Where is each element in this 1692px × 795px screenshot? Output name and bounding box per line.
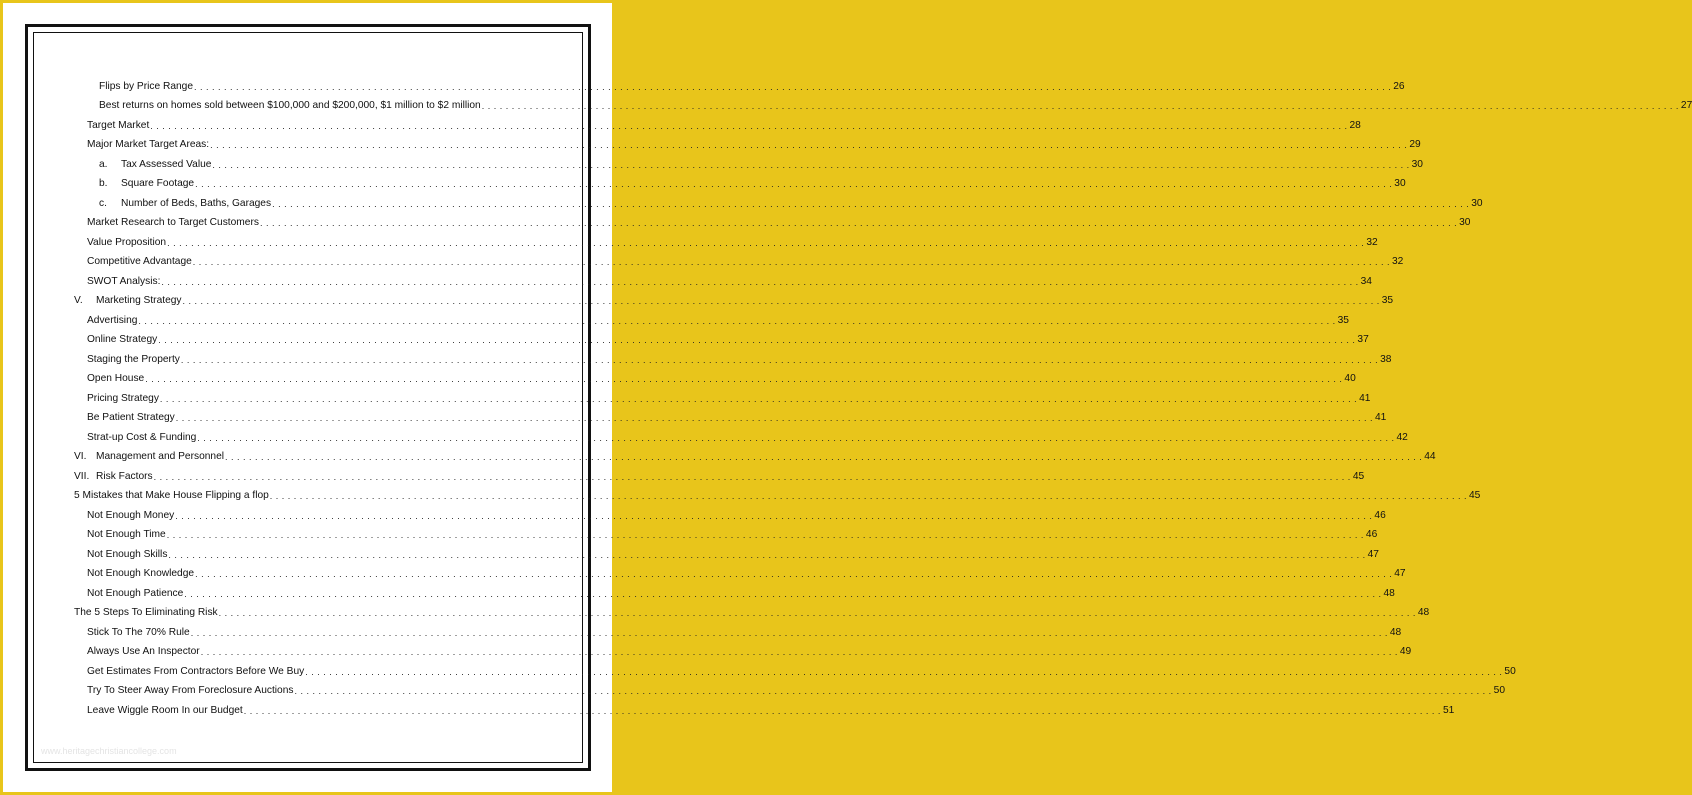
toc-entry-page-number: 47 <box>1394 568 1406 579</box>
dot-leader: . . . . . . . . . . . . . . . . . . . . . . . . . . . . . . . . . . . . . . . . . . . . . . . . . . . . . . . . . . . . . . . . . . . . . . . . . . . . . . . . . . . . . . . . . . . . . . . . . . . . . . . . . . . . . . . . . . . . . . . . . . . . . . . . . . . . . . . . . . . . . . . . . . . . . . . . . . . . . . . . . . . . . . . . . . . . . . . . . . . . . . . . . . . . . . . . . . . . . . . . <box>195 179 1393 189</box>
toc-entry-text: Number of Beds, Baths, Garages <box>121 197 272 209</box>
dot-leader: . . . . . . . . . . . . . . . . . . . . . . . . . . . . . . . . . . . . . . . . . . . . . . . . . . . . . . . . . . . . . . . . . . . . . . . . . . . . . . . . . . . . . . . . . . . . . . . . . . . . . . . . . . . . . . . . . . . . . . . . . . . . . . . . . . . . . . . . . . . . . . . . . . . . . . . . . . . . . . . . . . . . . . . . . . . . . . . . . . . . . . . . . . . . . . . . . . . . . . . . <box>190 627 1388 638</box>
toc-entry-page-number: 40 <box>1344 373 1356 384</box>
dot-leader: . . . . . . . . . . . . . . . . . . . . . . . . . . . . . . . . . . . . . . . . . . . . . . . . . . . . . . . . . . . . . . . . . . . . . . . . . . . . . . . . . . . . . . . . . . . . . . . . . . . . . . . . . . . . . . . . . . . . . . . . . . . . . . . . . . . . . . . . . . . . . . . . . . . . . . . . . . . . . . . . . . . . . . . . . . . . . . . . . . . . . . . . . . . . . . . . . . . . . . . . <box>180 354 1379 365</box>
toc-entry-title <box>87 588 183 600</box>
toc-entry-page-number: 48 <box>1417 607 1430 618</box>
toc-entry[interactable] <box>74 249 1404 269</box>
dot-leader: . . . . . . . . . . . . . . . . . . . . . . . . . . . . . . . . . . . . . . . . . . . . . . . . . . . . . . . . . . . . . . . . . . . . . . . . . . . . . . . . . . . . . . . . . . . . . . . . . . . . . . . . . . . . . . . . . . . . . . . . . . . . . . . . . . . . . . . . . . . . . . . . . . . . . . . . . . . . . . . . . . . . . . . . . . . . . . . . . . . . . . . . . . . . . . . . . . . . . . . . <box>192 257 1390 267</box>
toc-entry-title <box>87 393 159 405</box>
toc-entry-title <box>87 568 194 580</box>
dot-leader: . . . . . . . . . . . . . . . . . . . . . . . . . . . . . . . . . . . . . . . . . . . . . . . . . . . . . . . . . . . . . . . . . . . . . . . . . . . . . . . . . . . . . . . . . . . . . . . . . . . . . . . . . . . . . . . . . . . . . . . . . . . . . . . . . . . . . . . . . . . . . . . . . . . . . . . . . . . . . . . . . . . . . . . . . . . . . . . . . . . . . . . . . . . . . . . . . . . . . . . . <box>158 335 1356 345</box>
toc-entry[interactable] <box>74 483 1481 503</box>
toc-entry-title <box>87 373 144 385</box>
toc-entry-number: b. <box>99 178 108 189</box>
toc-entry-title <box>87 217 259 229</box>
toc-entry-page-number: 30 <box>1459 217 1471 228</box>
toc-entry-title <box>87 685 293 697</box>
dot-leader: . . . . . . . . . . . . . . . . . . . . . . . . . . . . . . . . . . . . . . . . . . . . . . . . . . . . . . . . . . . . . . . . . . . . . . . . . . . . . . . . . . . . . . . . . . . . . . . . . . . . . . . . . . . . . . . . . . . . . . . . . . . . . . . . . . . . . . . . . . . . . . . . . . . . . . . . . . . . . . . . . . . . . . . . . . . . . . . . . . . . . . . . . . . . . . . . . . . . . . . . <box>166 530 1364 540</box>
toc-entry-text: Square Footage <box>121 178 195 189</box>
toc-entry-page-number: 35 <box>1381 295 1394 306</box>
toc-entry-page-number: 50 <box>1493 685 1506 696</box>
toc-entry-page-number: 28 <box>1349 119 1361 131</box>
toc-entry[interactable] <box>74 366 1356 386</box>
toc-entry[interactable] <box>74 697 1455 717</box>
toc-entry-title <box>87 666 304 678</box>
toc-entry-title <box>87 256 192 268</box>
toc-entry-text: Leave Wiggle Room In our Budget <box>87 704 243 716</box>
dot-leader: . . . . . . . . . . . . . . . . . . . . . . . . . . . . . . . . . . . . . . . . . . . . . . . . . . . . . . . . . . . . . . . . . . . . . . . . . . . . . . . . . . . . . . . . . . . . . . . . . . . . . . . . . . . . . . . . . . . . . . . . . . . . . . . . . . . . . . . . . . . . . . . . . . . . . . . . . . . . . . . . . . . . . . . . . . . . . . . . . . . . . . . . . . . . . . . . . . . . . . . . <box>197 432 1395 443</box>
toc-entry-title <box>87 432 196 444</box>
toc-entry-page-number: 30 <box>1471 197 1483 209</box>
toc-entry[interactable] <box>74 463 1365 483</box>
toc-entry-text: Pricing Strategy <box>87 392 159 404</box>
dot-leader: . . . . . . . . . . . . . . . . . . . . . . . . . . . . . . . . . . . . . . . . . . . . . . . . . . . . . . . . . . . . . . . . . . . . . . . . . . . . . . . . . . . . . . . . . . . . . . . . . . . . . . . . . . . . . . . . . . . . . . . . . . . . . . . . . . . . . . . . . . . . . . . . . . . . . . . . . . . . . . . . . . . . . . . . . . . . . . . . . . . . . . . . . . . . . . . . . . . . . . . . <box>161 276 1359 287</box>
toc-entry-text: Not Enough Skills <box>87 548 168 560</box>
toc-entry-text: Tax Assessed Value <box>121 158 212 170</box>
dot-leader: . . . . . . . . . . . . . . . . . . . . . . . . . . . . . . . . . . . . . . . . . . . . . . . . . . . . . . . . . . . . . . . . . . . . . . . . . . . . . . . . . . . . . . . . . . . . . . . . . . . . . . . . . . . . . . . . . . . . . . . . . . . . . . . . . . . . . . . . . . . . . . . . . . . . . . . . . . . . . . . . . . . . . . . . . . . . . . . . . . . . . . . . . . . . . . . . . . . . . . . . <box>138 315 1336 326</box>
toc-entry-text: Not Enough Money <box>87 509 175 521</box>
dot-leader: . . . . . . . . . . . . . . . . . . . . . . . . . . . . . . . . . . . . . . . . . . . . . . . . . . . . . . . . . . . . . . . . . . . . . . . . . . . . . . . . . . . . . . . . . . . . . . . . . . . . . . . . . . . . . . . . . . . . . . . . . . . . . . . . . . . . . . . . . . . . . . . . . . . . . . . . . . . . . . . . . . . . . . . . . . . . . . . . . . . . . . . . . . . . . . . . . . . . . . . . <box>272 198 1470 209</box>
toc-entry-title <box>99 159 211 171</box>
toc-entry[interactable] <box>74 229 1378 249</box>
toc-entry-title <box>74 451 224 463</box>
dot-leader: . . . . . . . . . . . . . . . . . . . . . . . . . . . . . . . . . . . . . . . . . . . . . . . . . . . . . . . . . . . . . . . . . . . . . . . . . . . . . . . . . . . . . . . . . . . . . . . . . . . . . . . . . . . . . . . . . . . . . . . . . . . . . . . . . . . . . . . . . . . . . . . . . . . . . . . . . . . . . . . . . . . . . . . . . . . . . . . . . . . . . . . . . . . . . . . . . . . . . . . . <box>150 120 1348 131</box>
toc-entry-text: Target Market <box>87 119 150 131</box>
toc-entry-title <box>99 178 194 190</box>
toc-entry-number: a. <box>99 158 108 170</box>
toc-entry-page-number: 27 <box>1680 100 1692 111</box>
toc-entry-text: Always Use An Inspector <box>87 646 200 657</box>
toc-entry-text: Competitive Advantage <box>87 256 192 267</box>
toc-entry-title <box>74 490 269 502</box>
toc-entry-page-number: 51 <box>1442 704 1455 716</box>
dot-leader: . . . . . . . . . . . . . . . . . . . . . . . . . . . . . . . . . . . . . . . . . . . . . . . . . . . . . . . . . . . . . . . . . . . . . . . . . . . . . . . . . . . . . . . . . . . . . . . . . . . . . . . . . . . . . . . . . . . . . . . . . . . . . . . . . . . . . . . . . . . . . . . . . . . . . . . . . . . . . . . . . . . . . . . . . . . . . . . . . . . . . . . . . . . . . . . . . . . . . . . . <box>195 569 1393 579</box>
toc-entry[interactable] <box>74 210 1471 230</box>
toc-entry-page-number: 29 <box>1409 139 1421 150</box>
toc-entry[interactable] <box>74 522 1378 542</box>
toc-entry-page-number: 41 <box>1374 412 1387 423</box>
toc-entry-title <box>87 529 166 541</box>
toc-entry-title <box>87 334 157 346</box>
toc-entry[interactable] <box>74 444 1436 464</box>
toc-entry-page-number: 34 <box>1360 275 1372 287</box>
toc-entry-text: Management and Personnel <box>96 451 224 462</box>
toc-entry[interactable] <box>74 132 1421 152</box>
toc-entry-page-number: 47 <box>1367 548 1379 560</box>
dot-leader: . . . . . . . . . . . . . . . . . . . . . . . . . . . . . . . . . . . . . . . . . . . . . . . . . . . . . . . . . . . . . . . . . . . . . . . . . . . . . . . . . . . . . . . . . . . . . . . . . . . . . . . . . . . . . . . . . . . . . . . . . . . . . . . . . . . . . . . . . . . . . . . . . . . . . . . . . . . . . . . . . . . . . . . . . . . . . . . . . . . . . . . . . . . . . . . . . . . . . . . . <box>159 393 1358 404</box>
toc-entry[interactable] <box>74 307 1349 327</box>
toc-entry-text: Open House <box>87 373 145 384</box>
dot-leader: . . . . . . . . . . . . . . . . . . . . . . . . . . . . . . . . . . . . . . . . . . . . . . . . . . . . . . . . . . . . . . . . . . . . . . . . . . . . . . . . . . . . . . . . . . . . . . . . . . . . . . . . . . . . . . . . . . . . . . . . . . . . . . . . . . . . . . . . . . . . . . . . . . . . . . . . . . . . . . . . . . . . . . . . . . . . . . . . . . . . . . . . . . . . . . . . . . . . . . . . <box>175 510 1373 521</box>
toc-entry-text: SWOT Analysis: <box>87 275 161 287</box>
toc-entry-title <box>87 276 160 288</box>
toc-entry-text: Strat-up Cost & Funding <box>87 431 197 443</box>
toc-entry-title <box>87 120 149 132</box>
toc-entry-text: Try To Steer Away From Foreclosure Auctions <box>87 685 294 696</box>
toc-entry-number: c. <box>99 197 107 209</box>
toc-entry-title <box>74 607 218 619</box>
toc-entry[interactable] <box>74 346 1392 366</box>
toc-entry[interactable] <box>74 405 1387 425</box>
toc-entry[interactable] <box>74 541 1379 561</box>
toc-entry-page-number: 45 <box>1352 470 1365 482</box>
toc-entry[interactable] <box>74 288 1394 308</box>
toc-entry-text: Not Enough Knowledge <box>87 568 195 579</box>
toc-entry-title <box>74 471 153 483</box>
toc-entry-title <box>87 354 180 366</box>
document-page <box>3 3 1692 792</box>
toc-entry-title <box>87 705 243 717</box>
table-of-contents <box>74 73 1692 717</box>
toc-entry[interactable] <box>74 424 1408 444</box>
dot-leader: . . . . . . . . . . . . . . . . . . . . . . . . . . . . . . . . . . . . . . . . . . . . . . . . . . . . . . . . . . . . . . . . . . . . . . . . . . . . . . . . . . . . . . . . . . . . . . . . . . . . . . . . . . . . . . . . . . . . . . . . . . . . . . . . . . . . . . . . . . . . . . . . . . . . . . . . . . . . . . . . . . . . . . . . . . . . . . . . . . . . . . . . . . . . . . . . . . . . . . . . <box>153 471 1351 482</box>
toc-entry-page-number: 38 <box>1380 353 1392 365</box>
dot-leader: . . . . . . . . . . . . . . . . . . . . . . . . . . . . . . . . . . . . . . . . . . . . . . . . . . . . . . . . . . . . . . . . . . . . . . . . . . . . . . . . . . . . . . . . . . . . . . . . . . . . . . . . . . . . . . . . . . . . . . . . . . . . . . . . . . . . . . . . . . . . . . . . . . . . . . . . . . . . . . . . . . . . . . . . . . . . . . . . . . . . . . . . . . . . . . . . . . . . . . . . <box>259 218 1458 228</box>
toc-entry-title <box>99 198 271 210</box>
dot-leader: . . . . . . . . . . . . . . . . . . . . . . . . . . . . . . . . . . . . . . . . . . . . . . . . . . . . . . . . . . . . . . . . . . . . . . . . . . . . . . . . . . . . . . . . . . . . . . . . . . . . . . . . . . . . . . . . . . . . . . . . . . . . . . . . . . . . . . . . . . . . . . . . . . . . . . . . . . . . . . . . . . . . . . . . . . . . . . . . . . . . . . . . . . . . . . . . . . . . . . . . <box>212 159 1410 170</box>
dot-leader: . . . . . . . . . . . . . . . . . . . . . . . . . . . . . . . . . . . . . . . . . . . . . . . . . . . . . . . . . . . . . . . . . . . . . . . . . . . . . . . . . . . . . . . . . . . . . . . . . . . . . . . . . . . . . . . . . . . . . . . . . . . . . . . . . . . . . . . . . . . . . . . . . . . . . . . . . . . . . . . . . . . . . . . . . . . . . . . . . . . . . . . . . . . . . . . . . . . . . . . . <box>194 81 1392 92</box>
toc-entry-text: Staging the Property <box>87 353 180 365</box>
toc-entry[interactable] <box>74 112 1361 132</box>
dot-leader: . . . . . . . . . . . . . . . . . . . . . . . . . . . . . . . . . . . . . . . . . . . . . . . . . . . . . . . . . . . . . . . . . . . . . . . . . . . . . . . . . . . . . . . . . . . . . . . . . . . . . . . . . . . . . . . . . . . . . . . . . . . . . . . . . . . . . . . . . . . . . . . . . . . . . . . . . . . . . . . . . . . . . . . . . . . . . . . . . . . . . . . . . . . . . . . . . . . . . . . . <box>481 101 1679 111</box>
dot-leader: . . . . . . . . . . . . . . . . . . . . . . . . . . . . . . . . . . . . . . . . . . . . . . . . . . . . . . . . . . . . . . . . . . . . . . . . . . . . . . . . . . . . . . . . . . . . . . . . . . . . . . . . . . . . . . . . . . . . . . . . . . . . . . . . . . . . . . . . . . . . . . . . . . . . . . . . . . . . . . . . . . . . . . . . . . . . . . . . . . . . . . . . . . . . . . . . . . . . . . . . <box>168 549 1366 560</box>
toc-entry[interactable] <box>74 658 1516 678</box>
toc-entry[interactable] <box>74 268 1372 288</box>
toc-entry-text: Risk Factors <box>96 470 153 482</box>
toc-entry[interactable] <box>74 580 1395 600</box>
dot-leader: . . . . . . . . . . . . . . . . . . . . . . . . . . . . . . . . . . . . . . . . . . . . . . . . . . . . . . . . . . . . . . . . . . . . . . . . . . . . . . . . . . . . . . . . . . . . . . . . . . . . . . . . . . . . . . . . . . . . . . . . . . . . . . . . . . . . . . . . . . . . . . . . . . . . . . . . . . . . . . . . . . . . . . . . . . . . . . . . . . . . . . . . . . . . . . . . . . . . . . . . <box>243 705 1441 716</box>
toc-entry-page-number: 45 <box>1469 490 1481 501</box>
toc-entry-page-number: 32 <box>1391 256 1404 267</box>
dot-leader: . . . . . . . . . . . . . . . . . . . . . . . . . . . . . . . . . . . . . . . . . . . . . . . . . . . . . . . . . . . . . . . . . . . . . . . . . . . . . . . . . . . . . . . . . . . . . . . . . . . . . . . . . . . . . . . . . . . . . . . . . . . . . . . . . . . . . . . . . . . . . . . . . . . . . . . . . . . . . . . . . . . . . . . . . . . . . . . . . . . . . . . . . . . . . . . . . . . . . . . . <box>167 237 1365 248</box>
toc-entry[interactable] <box>74 385 1371 405</box>
toc-entry-title <box>99 100 481 112</box>
toc-entry-number: VII. <box>74 470 90 482</box>
toc-entry-text: Stick To The 70% Rule <box>87 626 190 638</box>
toc-entry-page-number: 44 <box>1424 451 1436 462</box>
toc-entry-page-number: 50 <box>1504 665 1516 677</box>
dot-leader: . . . . . . . . . . . . . . . . . . . . . . . . . . . . . . . . . . . . . . . . . . . . . . . . . . . . . . . . . . . . . . . . . . . . . . . . . . . . . . . . . . . . . . . . . . . . . . . . . . . . . . . . . . . . . . . . . . . . . . . . . . . . . . . . . . . . . . . . . . . . . . . . . . . . . . . . . . . . . . . . . . . . . . . . . . . . . . . . . . . . . . . . . . . . . . . . . . . . . . . . <box>294 686 1492 696</box>
toc-entry-text: Market Research to Target Customers <box>87 217 259 228</box>
toc-entry-title <box>99 81 193 93</box>
toc-entry[interactable] <box>74 600 1430 620</box>
toc-entry-page-number: 32 <box>1366 236 1378 248</box>
toc-entry[interactable] <box>74 619 1402 639</box>
toc-entry[interactable] <box>74 151 1423 171</box>
toc-entry-number: VI. <box>74 451 87 462</box>
toc-entry-page-number: 41 <box>1359 392 1371 404</box>
dot-leader: . . . . . . . . . . . . . . . . . . . . . . . . . . . . . . . . . . . . . . . . . . . . . . . . . . . . . . . . . . . . . . . . . . . . . . . . . . . . . . . . . . . . . . . . . . . . . . . . . . . . . . . . . . . . . . . . . . . . . . . . . . . . . . . . . . . . . . . . . . . . . . . . . . . . . . . . . . . . . . . . . . . . . . . . . . . . . . . . . . . . . . . . . . . . . . . . . . . . . . . . <box>305 666 1503 677</box>
toc-entry-page-number: 37 <box>1357 334 1369 345</box>
toc-entry-page-number: 49 <box>1399 646 1412 657</box>
toc-entry-text: Advertising <box>87 314 138 326</box>
toc-entry[interactable] <box>74 171 1406 191</box>
toc-entry[interactable] <box>74 190 1483 210</box>
toc-entry-text: Major Market Target Areas: <box>87 139 210 150</box>
toc-entry-title <box>87 315 137 327</box>
toc-entry-title <box>87 237 166 249</box>
dot-leader: . . . . . . . . . . . . . . . . . . . . . . . . . . . . . . . . . . . . . . . . . . . . . . . . . . . . . . . . . . . . . . . . . . . . . . . . . . . . . . . . . . . . . . . . . . . . . . . . . . . . . . . . . . . . . . . . . . . . . . . . . . . . . . . . . . . . . . . . . . . . . . . . . . . . . . . . . . . . . . . . . . . . . . . . . . . . . . . . . . . . . . . . . . . . . . . . . . . . . . . . <box>210 140 1408 150</box>
toc-entry-text: 5 Mistakes that Make House Flipping a flop <box>74 490 269 501</box>
toc-entry[interactable] <box>74 327 1369 347</box>
toc-entry-title <box>87 412 175 424</box>
dot-leader: . . . . . . . . . . . . . . . . . . . . . . . . . . . . . . . . . . . . . . . . . . . . . . . . . . . . . . . . . . . . . . . . . . . . . . . . . . . . . . . . . . . . . . . . . . . . . . . . . . . . . . . . . . . . . . . . . . . . . . . . . . . . . . . . . . . . . . . . . . . . . . . . . . . . . . . . . . . . . . . . . . . . . . . . . . . . . . . . . . . . . . . . . . . . . . . . . . . . . . . . <box>175 413 1373 423</box>
toc-entry-number: V. <box>74 295 83 306</box>
watermark: www.heritagechristiancollege.com <box>41 746 177 756</box>
dot-leader: . . . . . . . . . . . . . . . . . . . . . . . . . . . . . . . . . . . . . . . . . . . . . . . . . . . . . . . . . . . . . . . . . . . . . . . . . . . . . . . . . . . . . . . . . . . . . . . . . . . . . . . . . . . . . . . . . . . . . . . . . . . . . . . . . . . . . . . . . . . . . . . . . . . . . . . . . . . . . . . . . . . . . . . . . . . . . . . . . . . . . . . . . . . . . . . . . . . . . . . . <box>145 374 1343 384</box>
toc-entry[interactable] <box>74 93 1692 113</box>
toc-entry-page-number: 46 <box>1374 509 1386 521</box>
toc-entry-title <box>87 139 209 151</box>
dot-leader: . . . . . . . . . . . . . . . . . . . . . . . . . . . . . . . . . . . . . . . . . . . . . . . . . . . . . . . . . . . . . . . . . . . . . . . . . . . . . . . . . . . . . . . . . . . . . . . . . . . . . . . . . . . . . . . . . . . . . . . . . . . . . . . . . . . . . . . . . . . . . . . . . . . . . . . . . . . . . . . . . . . . . . . . . . . . . . . . . . . . . . . . . . . . . . . . . . . . . . . . <box>269 491 1467 501</box>
toc-entry-title <box>87 510 174 522</box>
toc-entry-page-number: 42 <box>1396 431 1408 443</box>
toc-entry[interactable] <box>74 639 1412 659</box>
toc-entry-text: Not Enough Time <box>87 529 166 540</box>
toc-entry-text: The 5 Steps To Eliminating Risk <box>74 607 218 618</box>
dot-leader: . . . . . . . . . . . . . . . . . . . . . . . . . . . . . . . . . . . . . . . . . . . . . . . . . . . . . . . . . . . . . . . . . . . . . . . . . . . . . . . . . . . . . . . . . . . . . . . . . . . . . . . . . . . . . . . . . . . . . . . . . . . . . . . . . . . . . . . . . . . . . . . . . . . . . . . . . . . . . . . . . . . . . . . . . . . . . . . . . . . . . . . . . . . . . . . . . . . . . . . . <box>218 608 1416 618</box>
dot-leader: . . . . . . . . . . . . . . . . . . . . . . . . . . . . . . . . . . . . . . . . . . . . . . . . . . . . . . . . . . . . . . . . . . . . . . . . . . . . . . . . . . . . . . . . . . . . . . . . . . . . . . . . . . . . . . . . . . . . . . . . . . . . . . . . . . . . . . . . . . . . . . . . . . . . . . . . . . . . . . . . . . . . . . . . . . . . . . . . . . . . . . . . . . . . . . . . . . . . . . . . <box>184 588 1382 599</box>
toc-entry[interactable] <box>74 678 1506 698</box>
toc-entry[interactable] <box>74 561 1406 581</box>
toc-entry[interactable] <box>74 73 1405 93</box>
toc-entry-text: Not Enough Patience <box>87 587 184 599</box>
toc-entry-title <box>87 627 190 639</box>
toc-entry-title <box>87 549 167 561</box>
toc-entry-page-number: 26 <box>1393 80 1405 92</box>
toc-entry-page-number: 46 <box>1365 529 1378 540</box>
toc-entry-page-number: 35 <box>1337 314 1349 326</box>
toc-entry-page-number: 48 <box>1383 587 1395 599</box>
toc-entry-title <box>74 295 182 307</box>
toc-entry-text: Value Proposition <box>87 236 167 248</box>
toc-entry-text: Marketing Strategy <box>96 295 182 306</box>
toc-entry[interactable] <box>74 502 1386 522</box>
toc-entry-text: Be Patient Strategy <box>87 412 175 423</box>
dot-leader: . . . . . . . . . . . . . . . . . . . . . . . . . . . . . . . . . . . . . . . . . . . . . . . . . . . . . . . . . . . . . . . . . . . . . . . . . . . . . . . . . . . . . . . . . . . . . . . . . . . . . . . . . . . . . . . . . . . . . . . . . . . . . . . . . . . . . . . . . . . . . . . . . . . . . . . . . . . . . . . . . . . . . . . . . . . . . . . . . . . . . . . . . . . . . . . . . . . . . . . . <box>200 647 1398 657</box>
toc-entry-text: Get Estimates From Contractors Before We Buy <box>87 665 305 677</box>
toc-entry-text: Flips by Price Range <box>99 80 193 92</box>
toc-entry-text: Best returns on homes sold between $100,000 and $200,000, $1 million to $2 million <box>99 100 481 111</box>
toc-entry-page-number: 30 <box>1411 158 1423 170</box>
toc-entry-title <box>87 646 200 658</box>
toc-entry-text: Online Strategy <box>87 334 158 345</box>
toc-entry-page-number: 30 <box>1394 178 1406 189</box>
dot-leader: . . . . . . . . . . . . . . . . . . . . . . . . . . . . . . . . . . . . . . . . . . . . . . . . . . . . . . . . . . . . . . . . . . . . . . . . . . . . . . . . . . . . . . . . . . . . . . . . . . . . . . . . . . . . . . . . . . . . . . . . . . . . . . . . . . . . . . . . . . . . . . . . . . . . . . . . . . . . . . . . . . . . . . . . . . . . . . . . . . . . . . . . . . . . . . . . . . . . . . . . <box>182 296 1380 306</box>
dot-leader: . . . . . . . . . . . . . . . . . . . . . . . . . . . . . . . . . . . . . . . . . . . . . . . . . . . . . . . . . . . . . . . . . . . . . . . . . . . . . . . . . . . . . . . . . . . . . . . . . . . . . . . . . . . . . . . . . . . . . . . . . . . . . . . . . . . . . . . . . . . . . . . . . . . . . . . . . . . . . . . . . . . . . . . . . . . . . . . . . . . . . . . . . . . . . . . . . . . . . . . . <box>225 452 1423 462</box>
toc-entry-page-number: 48 <box>1389 626 1402 638</box>
